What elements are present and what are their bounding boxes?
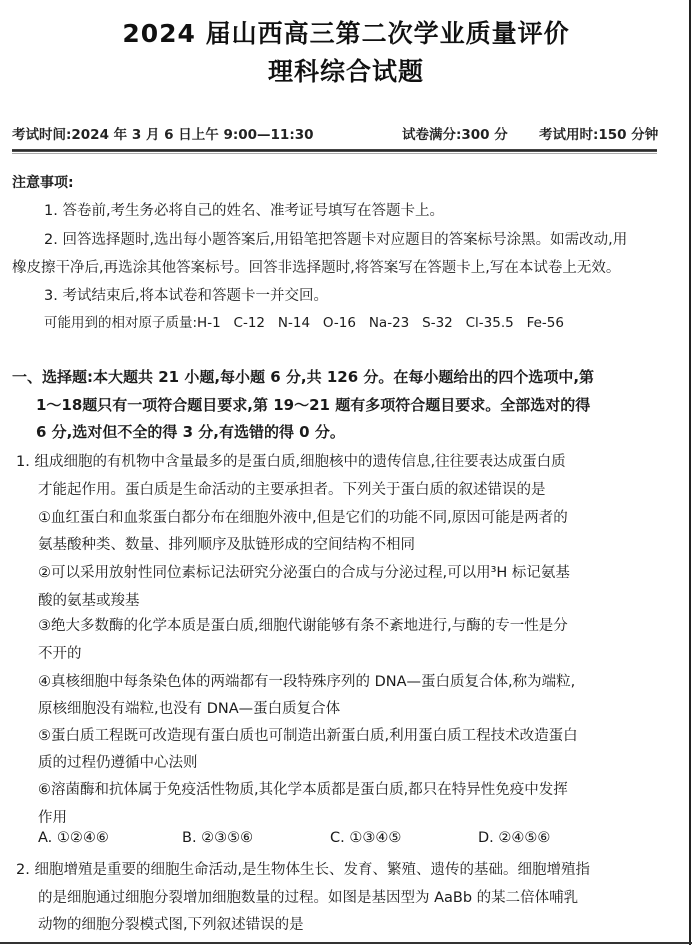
exam-info-bar bbox=[12, 123, 662, 143]
q1-statement-2: ②可以采用放射性同位素标记法研究分泌蛋白的合成与分泌过程,可以用³H 标记氨基 bbox=[38, 565, 570, 581]
q1-option-a[interactable]: A. ①②④⑥ bbox=[38, 830, 109, 846]
note-item-1: 1. 答卷前,考生务必将自己的姓名、准考证号填写在答题卡上。 bbox=[44, 203, 445, 219]
note-item-3: 3. 考试结束后,将本试卷和答题卡一并交回。 bbox=[44, 288, 329, 304]
page-edge-right bbox=[689, 0, 691, 945]
q1-statement-6-cont: 作用 bbox=[38, 810, 67, 826]
section1-line-2: 1～18题只有一项符合题目要求,第 19～21 题有多项符合题目要求。全部选对的得 bbox=[36, 396, 591, 414]
atomic-masses: 可能用到的相对原子质量:H-1 C-12 N-14 O-16 Na-23 S-32 Cl-35.5 Fe-56 bbox=[44, 315, 564, 331]
q2-line-3: 动物的细胞分裂模式图,下列叙述错误的是 bbox=[38, 917, 304, 933]
header-divider-shadow bbox=[12, 153, 657, 154]
q2-line-1: 2. 细胞增殖是重要的细胞生命活动,是生物体生长、发育、繁殖、遗传的基础。细胞增殖指 bbox=[16, 862, 591, 878]
note-item-2: 2. 回答选择题时,选出每小题答案后,用铅笔把答题卡对应题目的答案标号涂黑。如需改动,用 bbox=[44, 232, 628, 248]
q1-statement-5-cont: 质的过程仍遵循中心法则 bbox=[38, 755, 198, 771]
q1-statement-3-cont: 不开的 bbox=[38, 646, 82, 662]
q1-line-1: 1. 组成细胞的有机物中含量最多的是蛋白质,细胞核中的遗传信息,往往要表达成蛋白质 bbox=[16, 454, 566, 470]
q1-statement-4-cont: 原核细胞没有端粒,也没有 DNA—蛋白质复合体 bbox=[38, 701, 341, 717]
full-score: 试卷满分:300 分 bbox=[402, 127, 508, 143]
q1-option-c[interactable]: C. ①③④⑤ bbox=[330, 830, 402, 846]
exam-title: 2024 届山西高三第二次学业质量评价 bbox=[122, 19, 570, 48]
exam-duration: 考试用时:150 分钟 bbox=[539, 127, 659, 143]
section1-line-1: 一、选择题:本大题共 21 小题,每小题 6 分,共 126 分。在每小题给出的四个选项中,第 bbox=[12, 368, 595, 386]
q1-statement-3: ③绝大多数酶的化学本质是蛋白质,细胞代谢能够有条不紊地进行,与酶的专一性是分 bbox=[38, 618, 568, 634]
q1-statement-4: ④真核细胞中每条染色体的两端都有一段特殊序列的 DNA—蛋白质复合体,称为端粒, bbox=[38, 674, 576, 690]
q1-statement-2-cont: 酸的氨基或羧基 bbox=[38, 593, 140, 609]
exam-subtitle: 理科综合试题 bbox=[267, 57, 424, 86]
header-divider bbox=[12, 149, 657, 152]
q1-statement-1: ①血红蛋白和血浆蛋白都分布在细胞外液中,但是它们的功能不同,原因可能是两者的 bbox=[38, 510, 568, 526]
page-edge-bottom bbox=[0, 942, 692, 944]
q1-line-2: 才能起作用。蛋白质是生命活动的主要承担者。下列关于蛋白质的叙述错误的是 bbox=[38, 482, 546, 498]
q1-statement-1-cont: 氨基酸种类、数量、排列顺序及肽链形成的空间结构不相同 bbox=[38, 537, 415, 553]
q2-line-2: 的是细胞通过细胞分裂增加细胞数量的过程。如图是基因型为 AaBb 的某二倍体哺乳 bbox=[38, 890, 579, 906]
q1-option-d[interactable]: D. ②④⑤⑥ bbox=[478, 830, 551, 846]
q1-statement-5: ⑤蛋白质工程既可改造现有蛋白质也可制造出新蛋白质,利用蛋白质工程技术改造蛋白 bbox=[38, 728, 578, 744]
section1-line-3: 6 分,选对但不全的得 3 分,有选错的得 0 分。 bbox=[36, 423, 345, 441]
exam-time: 考试时间:2024 年 3 月 6 日上午 9:00—11:30 bbox=[12, 127, 314, 143]
q1-statement-6: ⑥溶菌酶和抗体属于免疫活性物质,其化学本质都是蛋白质,都只在特异性免疫中发挥 bbox=[38, 782, 568, 798]
note-item-2-cont: 橡皮擦干净后,再选涂其他答案标号。回答非选择题时,将答案写在答题卡上,写在本试卷上无效。 bbox=[12, 260, 621, 276]
notes-heading: 注意事项: bbox=[12, 175, 74, 191]
q1-option-b[interactable]: B. ②③⑤⑥ bbox=[182, 830, 254, 846]
